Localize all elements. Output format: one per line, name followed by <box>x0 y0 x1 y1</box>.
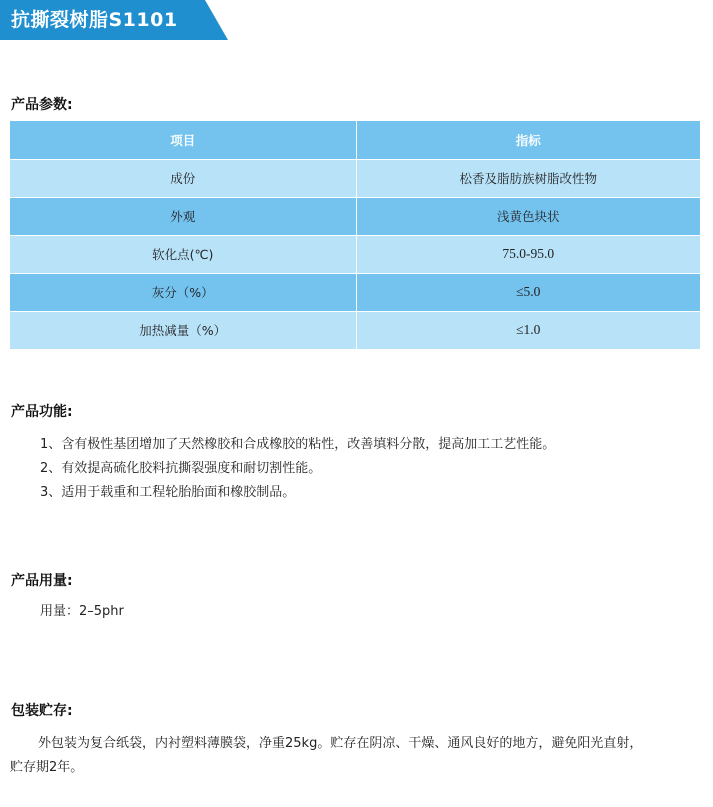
table-row <box>10 159 700 197</box>
list-item: 3、适用于载重和工程轮胎胎面和橡胶制品。 <box>40 485 296 500</box>
table-cell-value: ≤1.0 <box>356 311 700 349</box>
title-banner <box>0 0 228 40</box>
table-cell-value: 松香及脂肪族树脂改性物 <box>356 159 700 197</box>
params-heading: 产品参数: <box>11 97 73 113</box>
packaging-heading: 包装贮存: <box>11 703 73 719</box>
packaging-text <box>10 732 702 780</box>
list-item: 2、有效提高硫化胶料抗撕裂强度和耐切割性能。 <box>40 461 322 476</box>
column-header-spec: 指标 <box>356 121 700 159</box>
table-header-row <box>10 121 700 159</box>
column-header-item: 项目 <box>10 121 356 159</box>
table-cell-value: 浅黄色块状 <box>356 197 700 235</box>
table-cell-value: 75.0-95.0 <box>356 235 700 273</box>
table-cell-item: 成份 <box>10 159 356 197</box>
table-cell-item: 外观 <box>10 197 356 235</box>
packaging-line-1: 外包装为复合纸袋，内衬塑料薄膜袋，净重25kg。贮存在阴凉、干燥、通风良好的地方，避免阳光直射， <box>38 736 643 751</box>
table-cell-item: 灰分（%） <box>10 273 356 311</box>
table-cell-item: 软化点(℃) <box>10 235 356 273</box>
params-table <box>10 121 700 350</box>
function-heading: 产品功能: <box>11 404 73 420</box>
usage-text: 用量：2–5phr <box>40 604 124 619</box>
table-row <box>10 311 700 349</box>
table-cell-item: 加热减量（%） <box>10 311 356 349</box>
packaging-line-2: 贮存期2年。 <box>10 760 84 775</box>
table-cell-value: ≤5.0 <box>356 273 700 311</box>
table-row <box>10 197 700 235</box>
list-item: 1、含有极性基团增加了天然橡胶和合成橡胶的粘性，改善填料分散，提高加工工艺性能。 <box>40 437 556 452</box>
table-row <box>10 273 700 311</box>
function-list <box>40 433 555 505</box>
usage-heading: 产品用量: <box>11 573 73 589</box>
page-title: 抗撕裂树脂S1101 <box>11 9 178 31</box>
table-row <box>10 235 700 273</box>
